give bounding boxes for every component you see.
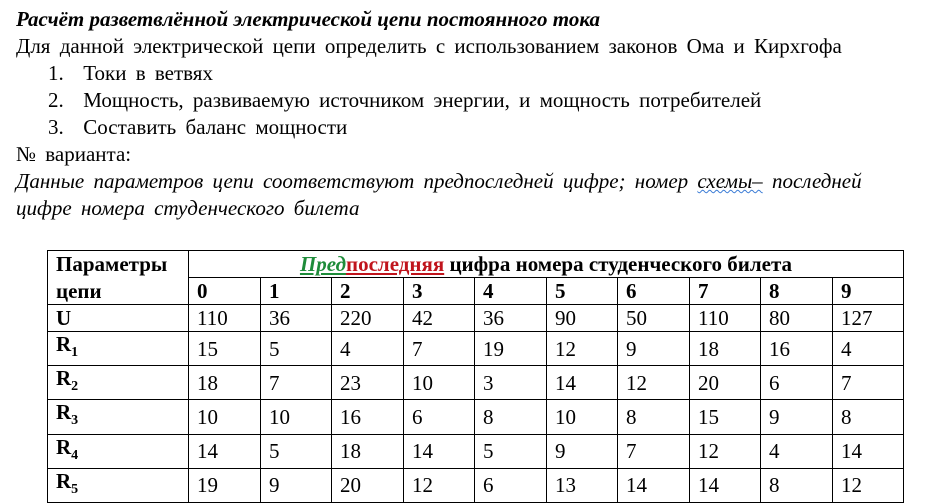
table-row bbox=[48, 366, 904, 400]
table-cell: 19 bbox=[189, 468, 261, 502]
table-cell: 14 bbox=[690, 468, 761, 502]
digit-cell: 6 bbox=[618, 278, 690, 305]
document-body bbox=[16, 6, 916, 222]
table-cell: 16 bbox=[761, 332, 833, 366]
table-cell: 20 bbox=[332, 468, 404, 502]
table-cell: 16 bbox=[332, 400, 404, 434]
table-cell: 110 bbox=[189, 305, 261, 332]
row-label bbox=[48, 332, 189, 366]
table-cell: 18 bbox=[189, 366, 261, 400]
table-cell: 9 bbox=[547, 434, 618, 468]
row-label bbox=[48, 366, 189, 400]
table-body bbox=[48, 305, 904, 503]
table-cell: 12 bbox=[833, 468, 904, 502]
variant-label: № варианта: bbox=[16, 142, 132, 166]
task-text: Мощность, развиваемую источником энергии, и мощность потребителей bbox=[83, 88, 762, 112]
table-digits-row bbox=[48, 278, 904, 305]
digit-cell: 2 bbox=[332, 278, 404, 305]
table-cell: 12 bbox=[690, 434, 761, 468]
table-cell: 13 bbox=[547, 468, 618, 502]
table-cell: 8 bbox=[761, 468, 833, 502]
digit-cell: 3 bbox=[404, 278, 475, 305]
digit-header bbox=[189, 251, 904, 278]
digit-cell: 9 bbox=[833, 278, 904, 305]
task-text: Составить баланс мощности bbox=[83, 115, 348, 139]
row-label bbox=[48, 434, 189, 468]
table-cell: 4 bbox=[761, 434, 833, 468]
corner-header-line2: цепи bbox=[48, 278, 189, 305]
table-row bbox=[48, 434, 904, 468]
table-cell: 6 bbox=[761, 366, 833, 400]
table-cell: 7 bbox=[261, 366, 332, 400]
table-cell: 12 bbox=[547, 332, 618, 366]
table-cell: 7 bbox=[618, 434, 690, 468]
digit-cell: 1 bbox=[261, 278, 332, 305]
row-label bbox=[48, 400, 189, 434]
row-label-base: U bbox=[56, 306, 72, 330]
table-cell: 23 bbox=[332, 366, 404, 400]
table-cell: 4 bbox=[833, 332, 904, 366]
parameters-table bbox=[47, 250, 904, 503]
table-cell: 18 bbox=[332, 434, 404, 468]
note-paragraph bbox=[16, 168, 916, 222]
table-cell: 36 bbox=[475, 305, 547, 332]
table-cell: 10 bbox=[261, 400, 332, 434]
table-cell: 18 bbox=[690, 332, 761, 366]
table-cell: 12 bbox=[618, 366, 690, 400]
row-label-subscript: 1 bbox=[71, 345, 79, 361]
row-label-base: R bbox=[56, 400, 72, 425]
table-cell: 127 bbox=[833, 305, 904, 332]
header-last: последняя bbox=[346, 252, 445, 276]
task-number: 1. bbox=[48, 61, 64, 85]
table-cell: 3 bbox=[475, 366, 547, 400]
table-cell: 14 bbox=[547, 366, 618, 400]
task-item bbox=[16, 60, 916, 87]
digit-cell: 0 bbox=[189, 278, 261, 305]
table-cell: 4 bbox=[332, 332, 404, 366]
task-list bbox=[16, 60, 916, 141]
table-cell: 8 bbox=[475, 400, 547, 434]
row-label bbox=[48, 305, 189, 332]
table-cell: 7 bbox=[404, 332, 475, 366]
digit-cell: 7 bbox=[690, 278, 761, 305]
table-row bbox=[48, 468, 904, 502]
table-cell: 7 bbox=[833, 366, 904, 400]
table-cell: 14 bbox=[404, 434, 475, 468]
row-label-base: R bbox=[56, 366, 72, 391]
row-label-base: R bbox=[56, 434, 72, 459]
table-header-row bbox=[48, 251, 904, 278]
row-label-base: R bbox=[56, 332, 72, 356]
row-label-subscript: 2 bbox=[71, 379, 79, 395]
digit-cell: 5 bbox=[547, 278, 618, 305]
header-rest: цифра номера студенческого билета bbox=[444, 252, 793, 276]
table-cell: 9 bbox=[261, 468, 332, 502]
note-part-2: последней цифре номера студенческого билета bbox=[16, 169, 862, 220]
table-cell: 5 bbox=[475, 434, 547, 468]
row-label bbox=[48, 468, 189, 502]
table-cell: 10 bbox=[189, 400, 261, 434]
table-cell: 50 bbox=[618, 305, 690, 332]
table-cell: 15 bbox=[189, 332, 261, 366]
table-cell: 8 bbox=[618, 400, 690, 434]
row-label-subscript: 3 bbox=[71, 413, 79, 429]
table-cell: 10 bbox=[547, 400, 618, 434]
table-cell: 15 bbox=[690, 400, 761, 434]
corner-header-line1: Параметры bbox=[48, 251, 189, 278]
table-cell: 19 bbox=[475, 332, 547, 366]
digit-cell: 4 bbox=[475, 278, 547, 305]
table-row bbox=[48, 400, 904, 434]
header-pred: Пред bbox=[299, 252, 346, 276]
table-cell: 5 bbox=[261, 434, 332, 468]
table-cell: 10 bbox=[404, 366, 475, 400]
table-cell: 80 bbox=[761, 305, 833, 332]
table-cell: 6 bbox=[475, 468, 547, 502]
note-part-1: Данные параметров цепи соответствуют предпоследней цифре; номер bbox=[16, 169, 698, 193]
task-item bbox=[16, 87, 916, 114]
task-number: 3. bbox=[48, 115, 64, 139]
table-cell: 5 bbox=[261, 332, 332, 366]
task-item bbox=[16, 114, 916, 141]
task-text: Токи в ветвях bbox=[83, 61, 213, 85]
table-cell: 9 bbox=[761, 400, 833, 434]
row-label-subscript: 5 bbox=[71, 481, 79, 497]
table-cell: 90 bbox=[547, 305, 618, 332]
table-cell: 14 bbox=[833, 434, 904, 468]
table-cell: 14 bbox=[189, 434, 261, 468]
intro-paragraph: Для данной электрической цепи определить с использованием законов Ома и Кирхгофа bbox=[16, 34, 842, 58]
row-label-subscript: 4 bbox=[71, 447, 79, 463]
table-cell: 42 bbox=[404, 305, 475, 332]
table-cell: 9 bbox=[618, 332, 690, 366]
table-cell: 6 bbox=[404, 400, 475, 434]
document-title: Расчёт разветвлённой электрической цепи постоянного тока bbox=[16, 7, 600, 31]
table-cell: 14 bbox=[618, 468, 690, 502]
digit-cell: 8 bbox=[761, 278, 833, 305]
table-cell: 36 bbox=[261, 305, 332, 332]
task-number: 2. bbox=[48, 88, 64, 112]
table-cell: 8 bbox=[833, 400, 904, 434]
note-squiggly-word: схемы– bbox=[697, 169, 763, 193]
table-cell: 110 bbox=[690, 305, 761, 332]
row-label-base: R bbox=[56, 468, 72, 493]
table-cell: 20 bbox=[690, 366, 761, 400]
table-cell: 12 bbox=[404, 468, 475, 502]
table-row bbox=[48, 332, 904, 366]
table-row bbox=[48, 305, 904, 332]
table-cell: 220 bbox=[332, 305, 404, 332]
